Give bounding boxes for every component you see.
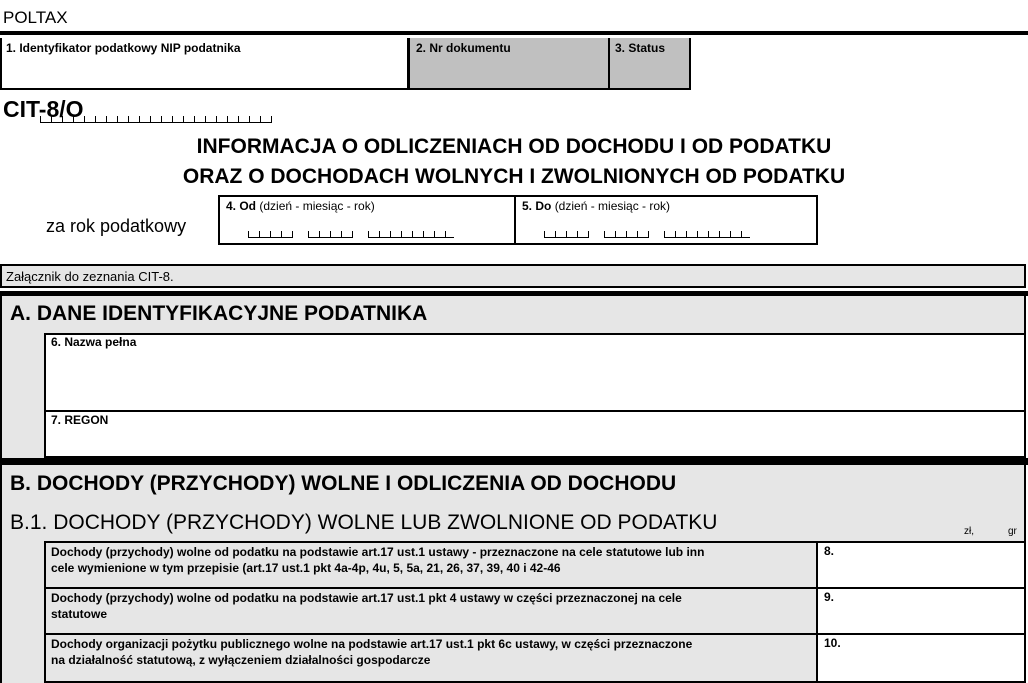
form-title-line1: INFORMACJA O ODLICZENIACH OD DOCHODU I OD PODATKU (196, 135, 832, 158)
row-8-line2: cele wymienione w tym przepisie (art.17 ust.1 pkt 4a-4p, 4u, 5, 5a, 21, 26, 37, 39, 40 i 42-46 (51, 561, 561, 575)
date-from-label: 4. Od (226, 199, 257, 213)
date-from-month-boxes[interactable] (308, 231, 352, 238)
section-a-title: A. DANE IDENTYFIKACYJNE PODATNIKA (10, 302, 428, 325)
row-8-text (51, 544, 704, 576)
row-8-line1: Dochody (przychody) wolne od podatku na podstawie art.17 ust.1 ustawy - przeznaczone na cele statutowe lub inn (51, 545, 705, 559)
top-rule (0, 31, 1028, 35)
attachment-note: Załącznik do zeznania CIT-8. (6, 269, 174, 284)
date-from-hint: (dzień - miesiąc - rok) (259, 199, 375, 213)
date-from-label-wrap (226, 199, 375, 213)
field-8-label: 8. (824, 544, 835, 558)
date-to-label-wrap (522, 199, 670, 213)
field-10[interactable] (816, 633, 1026, 683)
date-to-label: 5. Do (522, 199, 552, 213)
brand-label: POLTAX (3, 8, 68, 27)
full-name-label: 6. Nazwa pełna (51, 335, 137, 349)
field-9[interactable] (816, 587, 1026, 635)
row-9-line1: Dochody (przychody) wolne od podatku na podstawie art.17 ust.1 pkt 4 ustawy w części przeznaczonej na cele (51, 591, 682, 605)
field-10-label: 10. (824, 636, 841, 650)
regon-field[interactable] (44, 410, 1026, 458)
row-10-text (51, 636, 692, 668)
unit-zl: zł, (964, 526, 974, 537)
date-to-hint: (dzień - miesiąc - rok) (554, 199, 671, 213)
section-b1-title: B.1. DOCHODY (PRZYCHODY) WOLNE LUB ZWOLNIONE OD PODATKU (10, 511, 718, 534)
date-to-month-boxes[interactable] (604, 231, 648, 238)
row-10-description (44, 633, 818, 683)
section-b-rule (0, 458, 1028, 465)
row-9-line2: statutowe (51, 607, 108, 621)
date-to-field[interactable] (515, 195, 818, 245)
full-name-field[interactable] (44, 333, 1026, 412)
field-9-label: 9. (824, 590, 835, 604)
nip-field[interactable] (0, 38, 408, 90)
row-8-description (44, 541, 818, 589)
date-from-day-boxes[interactable] (248, 231, 292, 238)
regon-label: 7. REGON (51, 413, 109, 427)
date-from-year-boxes[interactable] (368, 231, 454, 238)
status-field (610, 38, 691, 90)
doc-number-label: 2. Nr dokumentu (416, 41, 511, 55)
field-8[interactable] (816, 541, 1026, 589)
tax-year-label: za rok podatkowy (46, 216, 187, 236)
date-to-day-boxes[interactable] (544, 231, 588, 238)
doc-number-field (408, 38, 610, 90)
status-label: 3. Status (615, 41, 666, 55)
row-10-line2: na działalność statutową, z wyłączeniem działalności gospodarcze (51, 653, 431, 667)
row-9-description (44, 587, 818, 635)
unit-gr: gr (1008, 526, 1017, 537)
attachment-row (0, 264, 1026, 288)
section-b-title: B. DOCHODY (PRZYCHODY) WOLNE I ODLICZENIA OD DOCHODU (10, 472, 677, 495)
date-from-field[interactable] (218, 195, 515, 245)
nip-field-label: 1. Identyfikator podatkowy NIP podatnika (6, 41, 241, 55)
form-title-line2: ORAZ O DOCHODACH WOLNYCH I ZWOLNIONYCH OD PODATKU (182, 165, 846, 188)
date-to-year-boxes[interactable] (664, 231, 750, 238)
form-code: CIT-8/O (3, 96, 84, 122)
row-10-line1: Dochody organizacji pożytku publicznego wolne na podstawie art.17 ust.1 pkt 6c ustawy, w części przeznaczone (51, 637, 693, 651)
row-9-text (51, 590, 682, 622)
